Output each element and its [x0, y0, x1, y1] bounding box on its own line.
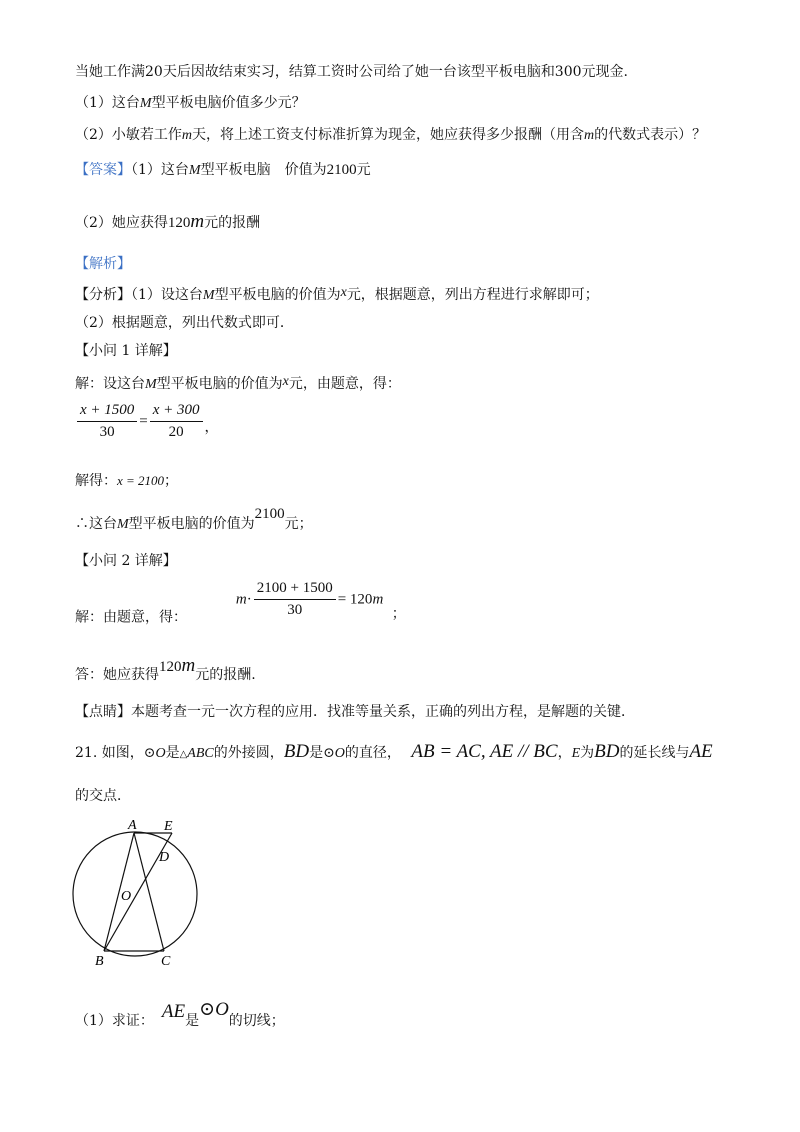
final-answer: 答：她应获得120m元的报酬.: [75, 655, 256, 683]
therefore-line: ∴这台M型平板电脑的价值为2100元；: [75, 506, 313, 532]
answer-tag: 【答案】: [75, 162, 131, 178]
intro-line: 当她工作满20天后因故结束实习，结算工资时公司给了她一台该型平板电脑和300元现金.: [75, 64, 628, 80]
geometry-figure: [60, 815, 210, 970]
solve-line: 解得：x = 2100；: [75, 473, 179, 489]
fenxi-line-1: 【分析】（1）设这台M型平板电脑的价值为x元，根据题意，列出方程进行求解即可；: [75, 285, 599, 303]
label-o: O: [121, 889, 132, 904]
eq1-left-fraction: $\frac{x + 1500}{30}$: [77, 402, 137, 441]
fenxi-line-2: （2）根据题意，列出代数式即可．: [75, 315, 294, 331]
label-e: E: [164, 819, 173, 834]
label-a: A: [128, 818, 137, 833]
question-2: （2）小敏若工作m天，将上述工资支付标准折算为现金，她应获得多少报酬（用含m的代数式表示）？: [75, 127, 707, 143]
answer-line-2: （2）她应获得120m元的报酬: [75, 211, 261, 232]
sub1-setup: 解：设这台M型平板电脑的价值为x元，由题意，得：: [75, 374, 401, 392]
eq1-right-fraction: $\frac{x + 300}{20}$: [150, 402, 203, 441]
label-c: C: [161, 954, 171, 969]
equation-1: $\frac{x + 1500}{30}$ = $\frac{x + 300}{20}$ ，: [75, 402, 219, 441]
eq2-fraction: $\frac{2100 + 1500}{30}$: [254, 580, 336, 619]
question-21-line-1: 21. 如图，⊙O是△ABC的外接圆，BD是⊙O的直径， AB = AC, AE // BC，E为BD的延长线与AE: [75, 741, 713, 762]
label-d: D: [159, 850, 170, 865]
sub2-title: 【小问 2 详解】: [75, 553, 177, 569]
circle-o: [73, 832, 197, 956]
question-21-line-2: 的交点．: [75, 788, 131, 804]
sub2-equation-line: 解：由题意，得： m· $\frac{2100 + 1500}{30}$ = 120m ；: [75, 580, 406, 626]
answer-line-1: 【答案】（1）这台M型平板电脑 价值为2100元: [75, 162, 371, 178]
analysis-tag: 【解析】: [75, 256, 131, 272]
question-21-part-1: （1）求证： AE是⊙O的切线；: [75, 998, 285, 1029]
dianjing-line: 【点睛】本题考查一元一次方程的应用．找准等量关系，正确的列出方程，是解题的关键．: [75, 704, 635, 720]
label-b: B: [95, 954, 104, 969]
sub1-title: 【小问 1 详解】: [75, 343, 177, 359]
question-1: （1）这台M型平板电脑价值多少元？: [75, 95, 306, 111]
